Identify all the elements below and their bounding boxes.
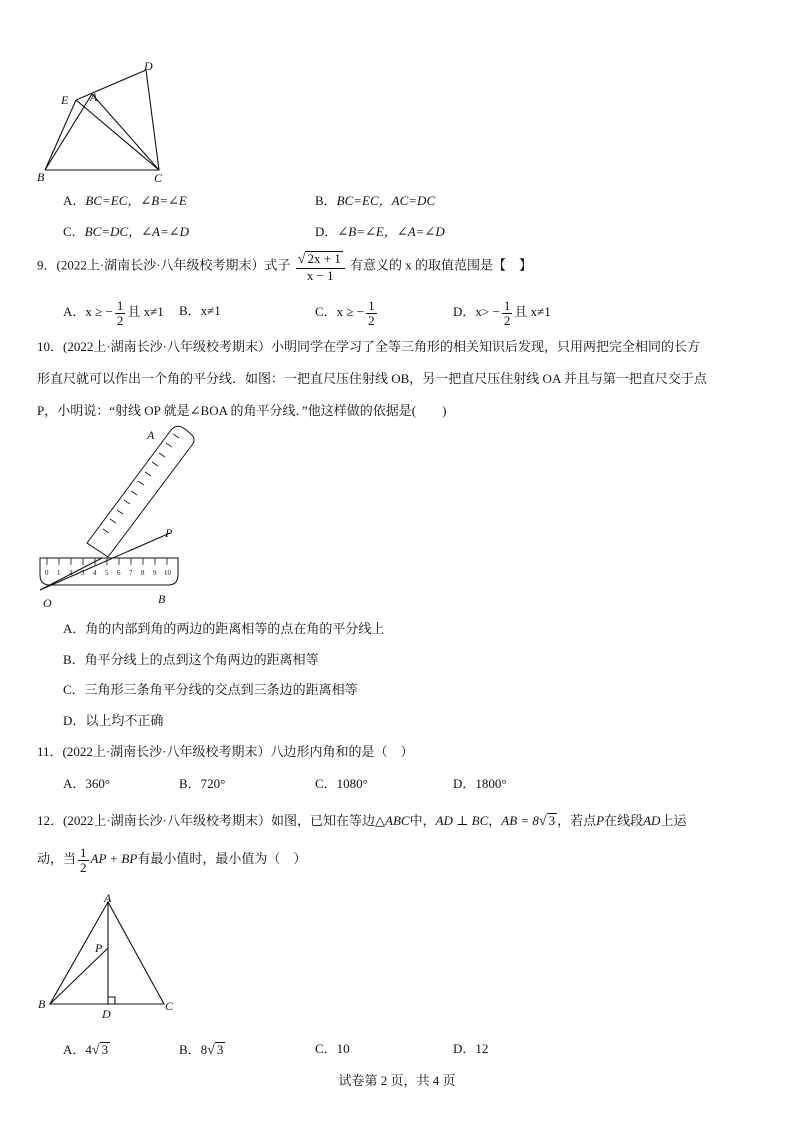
q12-label-a: A (104, 891, 112, 905)
q10-label-p: P (165, 526, 173, 540)
q8-label-b: B (37, 170, 45, 184)
q10-stem-line1: 10．(2022上·湖南长沙·八年级校考期末）小明同学在学习了全等三角形的相关知识后发现，只用两把完全相同的长方 (37, 339, 700, 354)
q8-option-b[interactable]: B．BC=EC，AC=DC (315, 193, 436, 208)
ruler-tick-10: 10 (164, 569, 171, 577)
q11-option-a[interactable]: A．360° (63, 776, 111, 791)
ruler-tick-8: 8 (141, 569, 145, 577)
q10-option-a[interactable]: A．角的内部到角的两边的距离相等的点在角的平分线上 (63, 621, 385, 636)
q12-label-p: P (95, 941, 103, 955)
q12-stem-line2: 动，当 $\frac{1}{2}$ AP + BP有最小值时，最小值为（ ） (37, 845, 307, 875)
q12-option-b[interactable]: B．8√ 3 (179, 1042, 224, 1058)
q12-option-a[interactable]: A．4√ 3 (63, 1042, 109, 1058)
q11-option-c[interactable]: C．1080° (315, 776, 368, 791)
ruler-tick-5: 5 (105, 569, 109, 577)
q12-option-d[interactable]: D．12 (453, 1041, 489, 1056)
q8-option-c[interactable]: C．BC=DC，∠A=∠D (63, 224, 190, 239)
q9-fraction: $\frac{√ 2x + 1}{x - 1}$ (296, 251, 345, 282)
q12-label-d: D (102, 1007, 111, 1020)
ruler-tick-1: 1 (57, 569, 61, 577)
q9-option-a[interactable]: A．x ≥ − $\frac{1}{2}$ 且 x≠1 (63, 298, 164, 328)
q10-option-d[interactable]: D．以上均不正确 (63, 713, 164, 728)
q9-option-d[interactable]: D．x> − $\frac{1}{2}$ 且 x≠1 (453, 298, 551, 328)
q10-label-a: A (147, 428, 155, 442)
q8-option-d[interactable]: D．∠B=∠E，∠A=∠D (315, 224, 445, 239)
q12-stem-line1: 12．(2022上·湖南长沙·八年级校考期末）如图，已知在等边△ABC中，AD ⊥ BC，AB = 8√ 3 ，若点P在线段AD上运 (37, 813, 687, 829)
ruler-tick-0: 0 (45, 569, 49, 577)
q10-label-b: B (158, 592, 166, 606)
q10-option-c[interactable]: C．三角形三条角平分线的交点到三条边的距离相等 (63, 682, 358, 697)
q12-label-b: B (38, 997, 46, 1011)
q12-label-c: C (165, 999, 174, 1013)
q11-option-d[interactable]: D．1800° (453, 776, 507, 791)
q8-label-c: C (154, 171, 163, 185)
ruler-tick-6: 6 (117, 569, 121, 577)
page-footer: 试卷第 2 页，共 4 页 (338, 1073, 456, 1088)
q8-label-d: D (144, 59, 153, 73)
ruler-tick-4: 4 (93, 569, 97, 577)
q9-option-c[interactable]: C．x ≥ − $\frac{1}{2}$ (315, 298, 375, 328)
ruler-tick-2: 2 (69, 569, 73, 577)
ruler-tick-9: 9 (153, 569, 157, 577)
q12-option-c[interactable]: C．10 (315, 1041, 350, 1056)
q8-label-a: A (90, 90, 98, 104)
q8-label-e: E (61, 93, 69, 107)
q9-stem: 9．(2022上·湖南长沙·八年级校考期末）式子 $\frac{√ 2x + 1}{x - 1}$ 有意义的 x 的取值范围是【 】 (37, 251, 533, 283)
q8-figure (34, 58, 174, 186)
ruler-tick-3: 3 (81, 569, 85, 577)
q11-stem: 11．(2022上·湖南长沙·八年级校考期末）八边形内角和的是（ ） (37, 744, 414, 759)
q9-option-b[interactable]: B．x≠1 (179, 303, 221, 318)
ruler-tick-7: 7 (129, 569, 133, 577)
q10-stem-line3: P，小明说：“射线 OP 就是∠BOA 的角平分线．”他这样做的依据是( ) (37, 403, 447, 418)
q10-stem-line2: 形直尺就可以作出一个角的平分线．如图：一把直尺压住射线 OB，另一把直尺压住射线 OA 并且与第一把直尺交于点 (37, 371, 707, 386)
q10-option-b[interactable]: B．角平分线上的点到这个角两边的距离相等 (63, 652, 319, 667)
q10-label-o: O (43, 596, 52, 610)
q11-option-b[interactable]: B．720° (179, 776, 226, 791)
q12-figure (34, 890, 184, 1020)
q10-figure (30, 425, 200, 610)
q8-option-a[interactable]: A．BC=EC，∠B=∠E (63, 193, 187, 208)
